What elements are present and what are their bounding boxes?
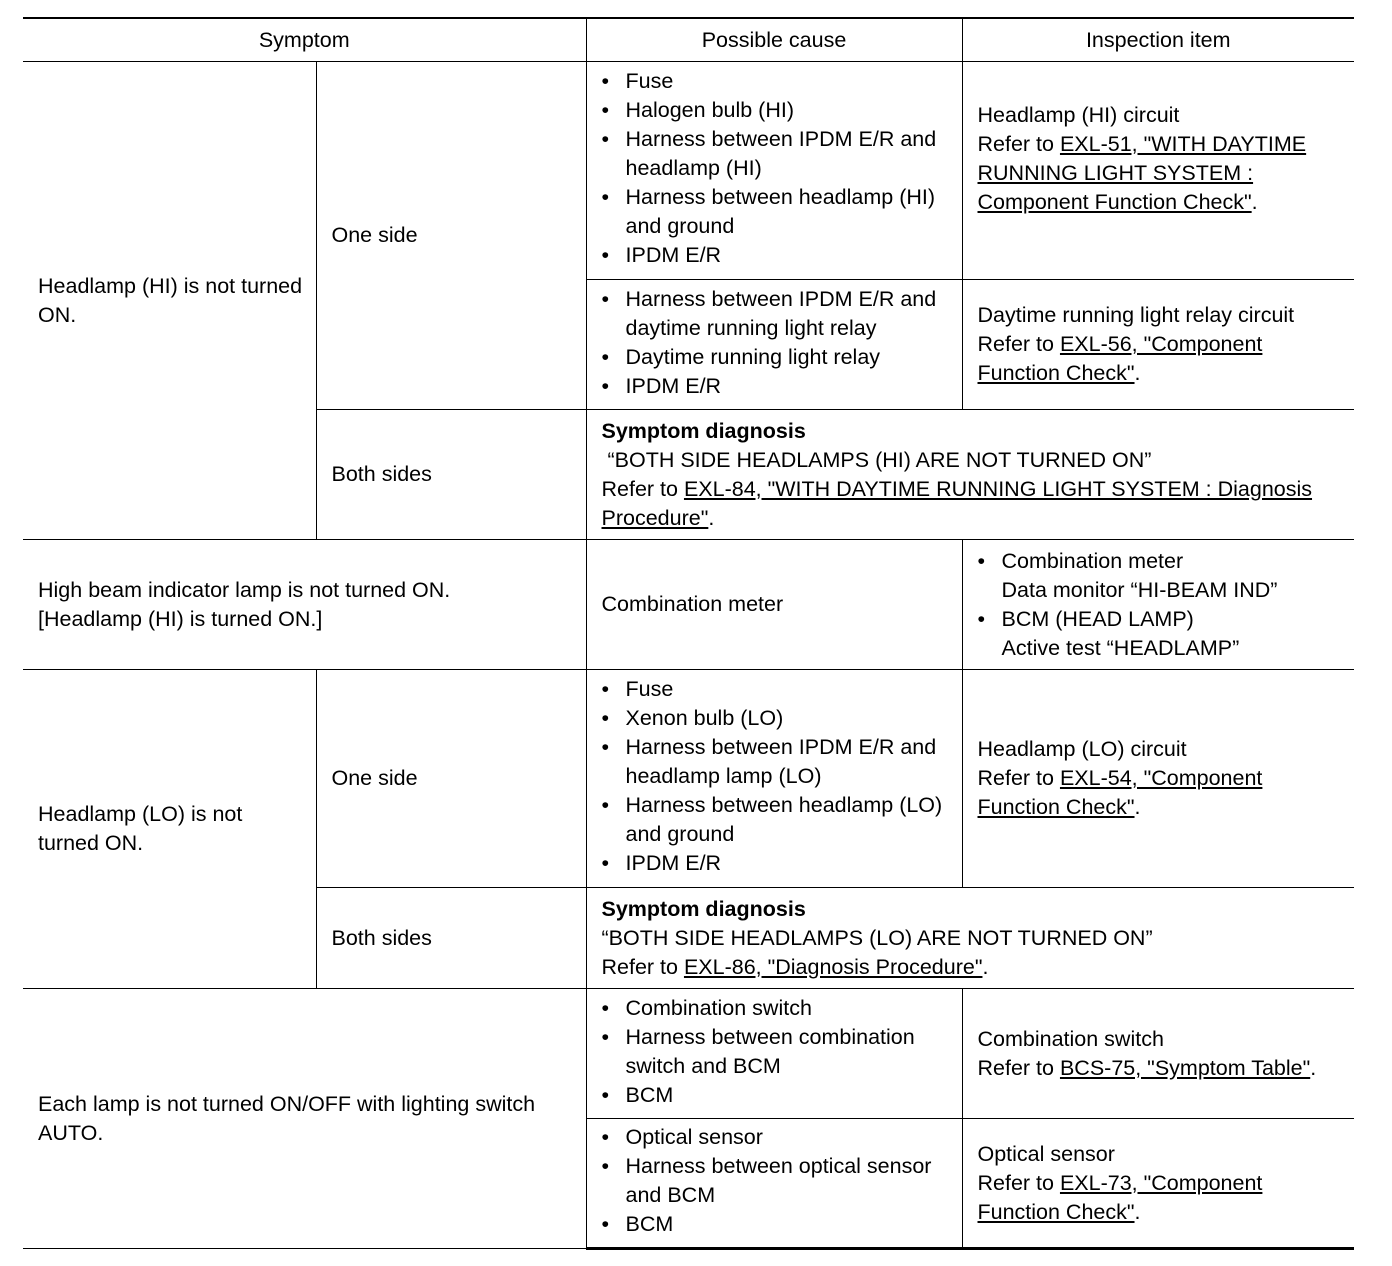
cause-cell bbox=[586, 62, 962, 280]
period: . bbox=[1251, 189, 1258, 214]
cause-cell bbox=[586, 989, 962, 1119]
symptom-diagnosis-cell bbox=[586, 888, 1354, 989]
inspection-title: Headlamp (HI) circuit bbox=[977, 102, 1180, 127]
diagnosis-title: Symptom diagnosis bbox=[601, 896, 806, 921]
reference-link[interactable]: EXL-54, "Component Function Check" bbox=[977, 766, 1263, 819]
period: . bbox=[1310, 1055, 1317, 1080]
symptom-diagnosis-cell bbox=[586, 410, 1354, 540]
reference-link[interactable]: EXL-73, "Component Function Check" bbox=[977, 1170, 1263, 1224]
refer-text: Refer to bbox=[977, 1055, 1060, 1080]
inspection-line: Active test “HEADLAMP” bbox=[1001, 635, 1240, 660]
header-possible-cause: Possible cause bbox=[586, 18, 962, 62]
cause-list bbox=[602, 1123, 954, 1239]
header-row bbox=[23, 18, 1354, 62]
inspection-line: Data monitor “HI-BEAM IND” bbox=[1001, 577, 1278, 602]
inspection-cell bbox=[962, 989, 1354, 1119]
period: . bbox=[1134, 361, 1141, 385]
refer-text: Refer to bbox=[977, 1170, 1060, 1195]
reference-link[interactable]: EXL-51, "WITH DAYTIME RUNNING LIGHT SYSTEM : Component Function Check" bbox=[977, 131, 1307, 214]
inspection-title: Daytime running light relay circuit bbox=[977, 303, 1295, 327]
side-one-side: One side bbox=[316, 670, 586, 888]
inspection-cell bbox=[962, 1119, 1354, 1249]
reference-link[interactable]: EXL-84, "WITH DAYTIME RUNNING LIGHT SYSTEM : Diagnosis Procedure" bbox=[601, 476, 1313, 530]
list-item: • Optical sensor bbox=[602, 1123, 954, 1152]
list-item: • Harness between headlamp (LO) and ground bbox=[602, 791, 954, 849]
cause-list bbox=[602, 994, 954, 1110]
list-item: • Harness between optical sensor and BCM bbox=[602, 1152, 954, 1210]
inspection-line: • BCM (HEAD LAMP) bbox=[1001, 606, 1194, 631]
table-row bbox=[23, 540, 1354, 670]
cause-list bbox=[602, 675, 954, 878]
cause-cell bbox=[586, 280, 962, 410]
period: . bbox=[708, 505, 715, 530]
inspection-cell bbox=[962, 62, 1354, 280]
diagnosis-quote: “BOTH SIDE HEADLAMPS (HI) ARE NOT TURNED ON” bbox=[601, 447, 1152, 472]
period: . bbox=[1134, 795, 1141, 819]
reference-link[interactable]: EXL-86, "Diagnosis Procedure" bbox=[683, 954, 983, 979]
list-item: • Harness between IPDM E/R and daytime running light relay bbox=[602, 285, 954, 343]
list-item: • Halogen bulb (HI) bbox=[602, 96, 954, 125]
list-item: • Harness between headlamp (HI) and ground bbox=[602, 183, 954, 241]
list-item: • Harness between IPDM E/R and headlamp (HI) bbox=[602, 125, 954, 183]
period: . bbox=[982, 954, 989, 979]
period: . bbox=[1134, 1199, 1141, 1224]
list-item: • Fuse bbox=[602, 67, 954, 96]
refer-text: Refer to bbox=[601, 954, 684, 979]
list-item: • Daytime running light relay bbox=[602, 343, 954, 372]
diagnosis-title: Symptom diagnosis bbox=[601, 418, 806, 443]
inspection-list bbox=[978, 547, 1347, 663]
side-both-sides: Both sides bbox=[316, 888, 586, 989]
symptom-headlamp-hi: Headlamp (HI) is not turned ON. bbox=[23, 62, 316, 540]
symptom-high-beam-indicator bbox=[23, 540, 586, 670]
list-item: • Xenon bulb (LO) bbox=[602, 704, 954, 733]
list-item: • Harness between IPDM E/R and headlamp lamp (LO) bbox=[602, 733, 954, 791]
inspection-title: Headlamp (LO) circuit bbox=[977, 737, 1187, 761]
inspection-cell bbox=[962, 540, 1354, 670]
symptom-auto-switch: Each lamp is not turned ON/OFF with lighting switch AUTO. bbox=[23, 989, 586, 1249]
reference-link[interactable]: BCS-75, "Symptom Table" bbox=[1059, 1055, 1311, 1080]
inspection-title: Combination switch bbox=[977, 1026, 1164, 1051]
table-row bbox=[23, 989, 1354, 1119]
inspection-cell bbox=[962, 280, 1354, 410]
list-item: • IPDM E/R bbox=[602, 241, 954, 270]
cause-cell: Combination meter bbox=[586, 540, 962, 670]
refer-text: Refer to bbox=[977, 332, 1060, 356]
symptom-line: High beam indicator lamp is not turned ON. bbox=[38, 577, 451, 602]
list-item: • BCM bbox=[602, 1081, 954, 1110]
symptom-headlamp-lo: Headlamp (LO) is not turned ON. bbox=[23, 670, 316, 989]
refer-text: Refer to bbox=[977, 766, 1060, 790]
list-item: • IPDM E/R bbox=[602, 372, 954, 401]
reference-link[interactable]: EXL-56, "Component Function Check" bbox=[977, 332, 1263, 385]
list-item: • IPDM E/R bbox=[602, 849, 954, 878]
list-item: • Harness between combination switch and BCM bbox=[602, 1023, 954, 1081]
inspection-line: • Combination meter bbox=[1001, 548, 1184, 573]
list-item: • Fuse bbox=[602, 675, 954, 704]
cause-cell bbox=[586, 670, 962, 888]
list-item: • BCM bbox=[602, 1210, 954, 1239]
side-one-side: One side bbox=[316, 62, 586, 410]
side-both-sides: Both sides bbox=[316, 410, 586, 540]
cause-cell bbox=[586, 1119, 962, 1249]
table-row bbox=[23, 670, 1354, 888]
list-item: • Combination switch bbox=[602, 994, 954, 1023]
list-item bbox=[978, 605, 1347, 663]
refer-text: Refer to bbox=[601, 476, 684, 501]
list-item bbox=[978, 547, 1347, 605]
symptom-table bbox=[23, 17, 1354, 1250]
inspection-cell bbox=[962, 670, 1354, 888]
symptom-line: [Headlamp (HI) is turned ON.] bbox=[38, 606, 323, 631]
inspection-title: Optical sensor bbox=[977, 1141, 1115, 1166]
table-row bbox=[23, 62, 1354, 280]
cause-list bbox=[602, 67, 954, 270]
cause-list bbox=[602, 285, 954, 401]
header-symptom: Symptom bbox=[23, 18, 586, 62]
diagnosis-quote: “BOTH SIDE HEADLAMPS (LO) ARE NOT TURNED ON” bbox=[601, 925, 1153, 950]
header-inspection-item: Inspection item bbox=[962, 18, 1354, 62]
refer-text: Refer to bbox=[977, 131, 1060, 156]
